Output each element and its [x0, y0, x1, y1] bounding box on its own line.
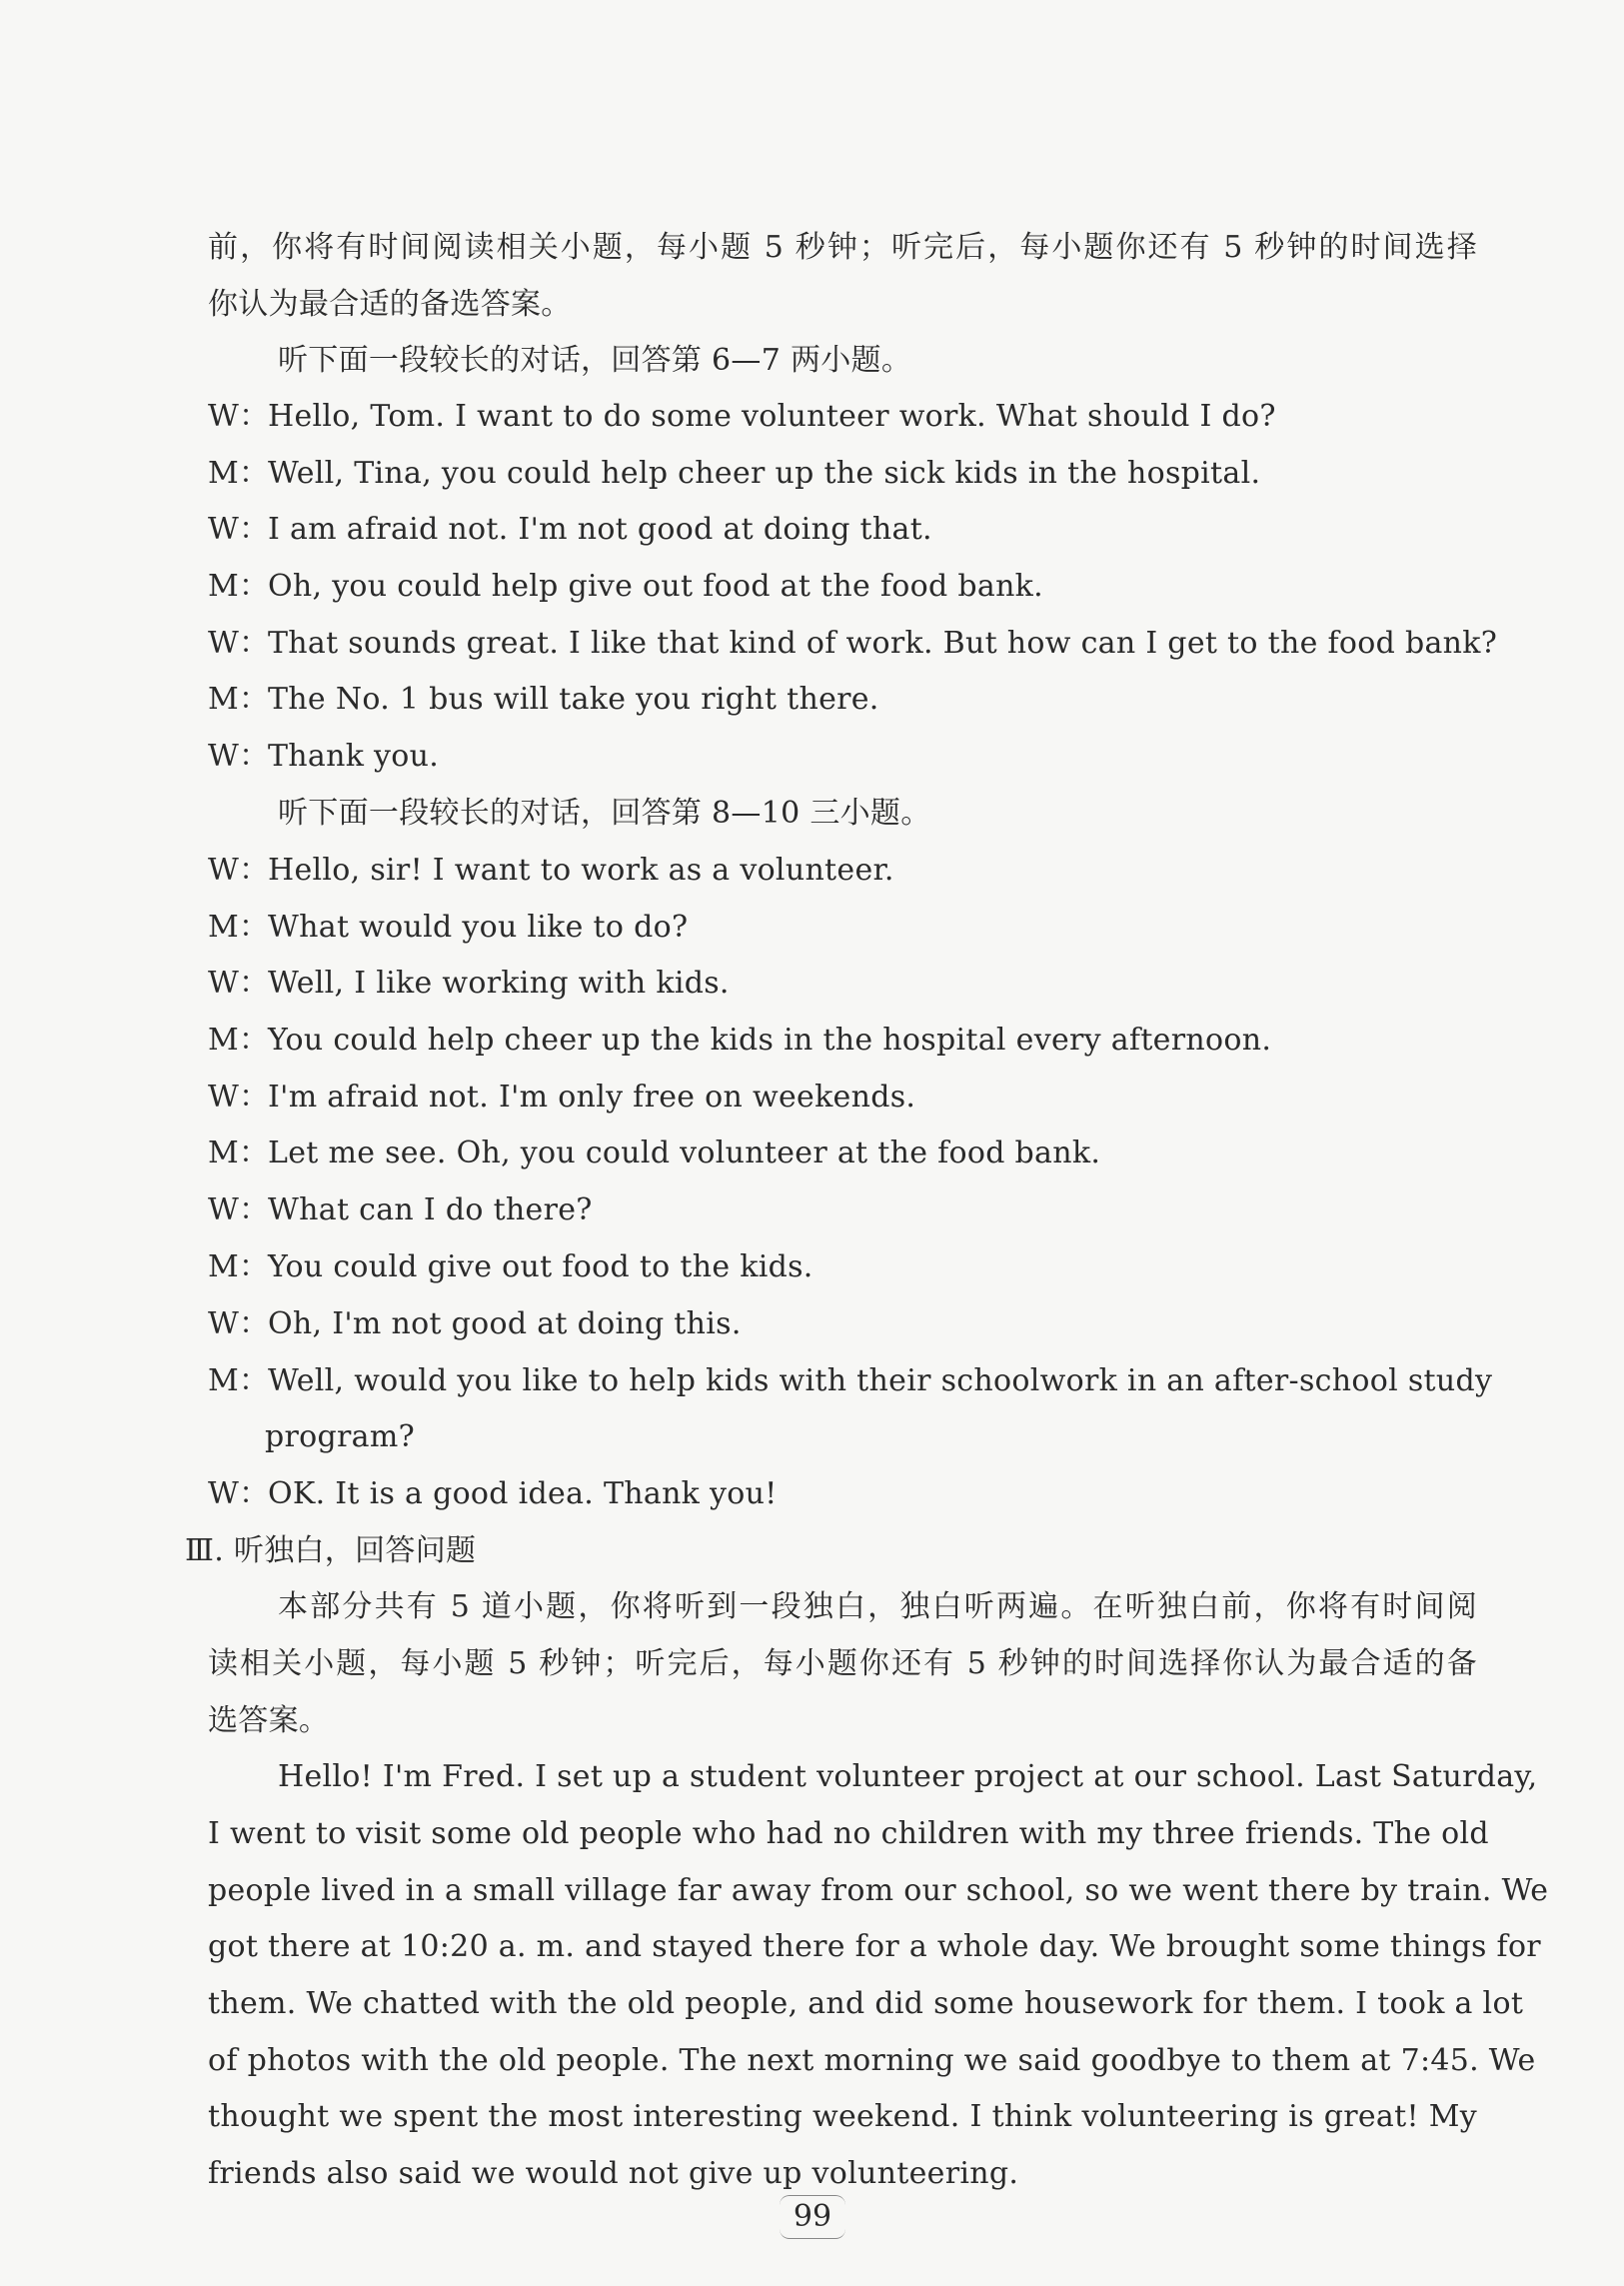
dialogue-text: Let me see. Oh, you could volunteer at the food bank.: [268, 1136, 1101, 1170]
monologue-line: of photos with the old people. The next morning we said goodbye to them at 7:45. We: [208, 2043, 1536, 2078]
speaker-label: W：: [208, 399, 270, 434]
speaker-label: W：: [208, 1476, 270, 1511]
monologue-line: thought we spent the most interesting weekend. I think volunteering is great! My: [208, 2099, 1477, 2134]
monologue-line: them. We chatted with the old people, and did some housework for them. I took a lot: [208, 1986, 1524, 2021]
section-heading: Ⅲ. 听独白，回答问题: [185, 1533, 477, 1568]
dialogue-line: [208, 510, 1477, 550]
dialogue-text: That sounds great. I like that kind of work. But how can I get to the food bank?: [268, 626, 1498, 661]
speaker-label: W：: [208, 853, 270, 888]
dialogue1-instruction: 听下面一段较长的对话，回答第 6—7 两小题。: [278, 343, 912, 378]
dialogue2-instruction: 听下面一段较长的对话，回答第 8—10 三小题。: [278, 796, 931, 831]
dialogue-text: Oh, I'm not good at doing this.: [268, 1306, 742, 1341]
speaker-label: W：: [208, 739, 270, 774]
dialogue-line: [208, 737, 1477, 777]
dialogue-line: [208, 397, 1477, 437]
dialogue-text: Thank you.: [268, 739, 440, 774]
speaker-label: W：: [208, 1306, 270, 1341]
monologue-line: Hello! I'm Fred. I set up a student volunteer project at our school. Last Saturday,: [278, 1759, 1538, 1794]
speaker-label: M：: [208, 910, 270, 945]
speaker-label: M：: [208, 682, 270, 717]
dialogue-line: [208, 964, 1477, 1004]
dialogue-line: [208, 1474, 1477, 1514]
section-instruction-line: 选答案。: [208, 1703, 330, 1738]
dialogue-text: OK. It is a good idea. Thank you!: [268, 1476, 778, 1511]
speaker-label: M：: [208, 1023, 270, 1058]
speaker-label: M：: [208, 1136, 270, 1170]
section-instruction-line: 本部分共有 5 道小题，你将听到一段独白，独白听两遍。在听独白前，你将有时间阅: [278, 1589, 1477, 1624]
dialogue-line: [208, 908, 1477, 948]
page-number: 99: [780, 2195, 845, 2239]
monologue-line: people lived in a small village far away from our school, so we went there by train. We: [208, 1873, 1549, 1908]
dialogue-line: [208, 1247, 1477, 1287]
dialogue-line: [208, 567, 1477, 607]
speaker-label: W：: [208, 966, 270, 1001]
speaker-label: W：: [208, 1192, 270, 1227]
dialogue-text: Hello, sir! I want to work as a volunteer.: [268, 853, 894, 888]
speaker-label: W：: [208, 626, 270, 661]
monologue-line: I went to visit some old people who had no children with my three friends. The old: [208, 1816, 1489, 1851]
dialogue-text: I'm afraid not. I'm only free on weekends.: [268, 1080, 916, 1115]
speaker-label: W：: [208, 1080, 270, 1115]
intro-line-1: 前，你将有时间阅读相关小题，每小题 5 秒钟；听完后，每小题你还有 5 秒钟的时间选择: [208, 230, 1477, 265]
speaker-label: W：: [208, 512, 270, 547]
speaker-label: M：: [208, 1363, 270, 1398]
section-instruction-line: 读相关小题，每小题 5 秒钟；听完后，每小题你还有 5 秒钟的时间选择你认为最合适的备: [208, 1646, 1477, 1681]
dialogue-text: Well, would you like to help kids with their schoolwork in an after-school study: [268, 1363, 1493, 1398]
dialogue-text: You could help cheer up the kids in the hospital every afternoon.: [268, 1023, 1272, 1058]
dialogue-line: [208, 624, 1498, 664]
monologue-line: friends also said we would not give up volunteering.: [208, 2156, 1019, 2191]
dialogue-text: I am afraid not. I'm not good at doing that.: [268, 512, 932, 547]
intro-line-2: 你认为最合适的备选答案。: [208, 287, 572, 322]
monologue-line: got there at 10:20 a. m. and stayed there for a whole day. We brought some things for: [208, 1929, 1541, 1964]
dialogue-text: Well, I like working with kids.: [268, 966, 730, 1001]
dialogue-text: What can I do there?: [268, 1192, 593, 1227]
dialogue-line: [208, 680, 1477, 720]
dialogue-text: Oh, you could help give out food at the food bank.: [268, 569, 1044, 604]
dialogue-text: Well, Tina, you could help cheer up the sick kids in the hospital.: [268, 456, 1261, 491]
speaker-label: M：: [208, 456, 270, 491]
dialogue-text: What would you like to do?: [268, 910, 689, 945]
dialogue-line: [208, 1304, 1477, 1344]
dialogue-line: [208, 851, 1477, 891]
dialogue-line: [208, 1134, 1477, 1173]
speaker-label: M：: [208, 1249, 270, 1284]
dialogue-text: The No. 1 bus will take you right there.: [268, 682, 879, 717]
speaker-label: M：: [208, 569, 270, 604]
dialogue-line: [208, 454, 1477, 494]
dialogue-continuation: program?: [265, 1419, 415, 1454]
dialogue-line: [208, 1361, 1493, 1401]
dialogue-line: [208, 1021, 1477, 1061]
dialogue-text: You could give out food to the kids.: [268, 1249, 813, 1284]
dialogue-line: [208, 1190, 1477, 1230]
dialogue-text: Hello, Tom. I want to do some volunteer work. What should I do?: [268, 399, 1276, 434]
dialogue-line: [208, 1078, 1477, 1118]
